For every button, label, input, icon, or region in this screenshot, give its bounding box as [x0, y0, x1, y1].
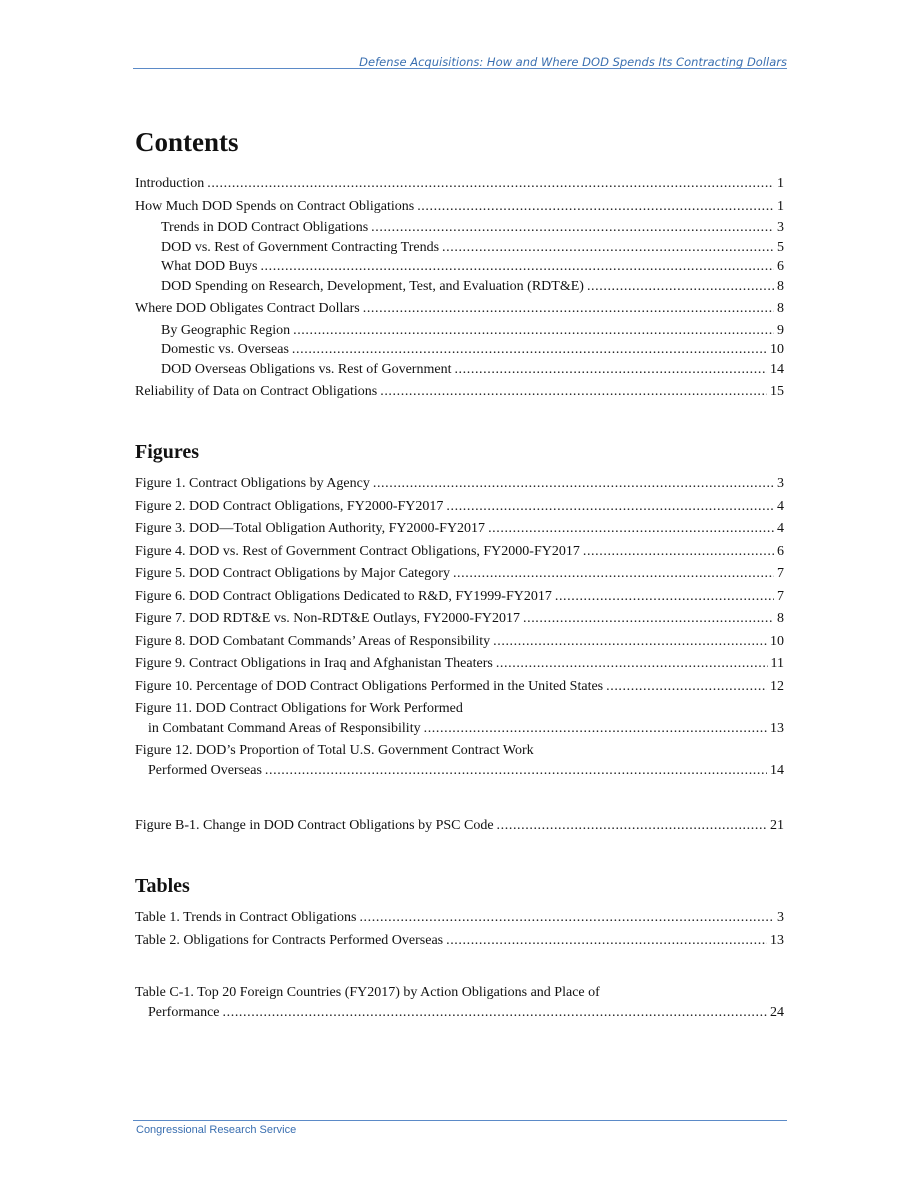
figure-entry[interactable]: Figure 4. DOD vs. Rest of Government Contract Obligations, FY2000-FY2017 ..... 6	[135, 542, 784, 562]
toc-entry[interactable]: Reliability of Data on Contract Obligations ..... 15	[135, 382, 784, 402]
toc-subentry[interactable]: DOD vs. Rest of Government Contracting Trends ..... 5	[135, 238, 784, 258]
footer-publisher: Congressional Research Service	[136, 1124, 297, 1136]
figure-entry[interactable]: Figure 10. Percentage of DOD Contract Obligations Performed in the United States ..... 12	[135, 677, 784, 697]
toc-subentry[interactable]: By Geographic Region ..... 9	[135, 321, 784, 341]
header-rule	[133, 68, 787, 69]
figure-entry-label: Figure 11. DOD Contract Obligations for Work Performed	[135, 701, 463, 716]
figure-entry[interactable]: Figure 9. Contract Obligations in Iraq and Afghanistan Theaters ..... 11	[135, 654, 784, 674]
toc-entry[interactable]: Where DOD Obligates Contract Dollars ..... 8	[135, 299, 784, 319]
contents-list	[135, 174, 784, 402]
figure-entry[interactable]: Figure 1. Contract Obligations by Agency ..... 3	[135, 474, 784, 494]
table-entry-label: Table C-1. Top 20 Foreign Countries (FY2017) by Action Obligations and Place of	[135, 985, 600, 1000]
figure-entry[interactable]: Figure 7. DOD RDT&E vs. Non-RDT&E Outlays, FY2000-FY2017 ..... 8	[135, 609, 784, 629]
footer-rule	[133, 1120, 787, 1121]
toc-subentry[interactable]: DOD Overseas Obligations vs. Rest of Government ..... 14	[135, 360, 784, 380]
toc-entry[interactable]: How Much DOD Spends on Contract Obligations ..... 1	[135, 197, 784, 217]
figure-entry-label: Figure 12. DOD’s Proportion of Total U.S. Government Contract Work	[135, 743, 534, 758]
figure-entry[interactable]: Figure 8. DOD Combatant Commands’ Areas of Responsibility ..... 10	[135, 632, 784, 652]
toc-subentry[interactable]: Trends in DOD Contract Obligations ..... 3	[135, 218, 784, 238]
figure-entry[interactable]: Figure 3. DOD—Total Obligation Authority, FY2000-FY2017 ..... 4	[135, 519, 784, 539]
toc-entry[interactable]: Introduction ..... 1	[135, 174, 784, 194]
table-entry[interactable]: Table C-1. Top 20 Foreign Countries (FY2017) by Action Obligations and Place of Performance ..... 24	[135, 983, 784, 1022]
tables-list	[135, 908, 784, 1022]
table-entry[interactable]: Table 1. Trends in Contract Obligations ..... 3	[135, 908, 784, 928]
table-entry[interactable]: Table 2. Obligations for Contracts Performed Overseas ..... 13	[135, 931, 784, 951]
figure-entry[interactable]: Figure 5. DOD Contract Obligations by Major Category ..... 7	[135, 564, 784, 584]
toc-subentry[interactable]: DOD Spending on Research, Development, Test, and Evaluation (RDT&E) ..... 8	[135, 277, 784, 297]
figure-entry[interactable]: Figure 2. DOD Contract Obligations, FY2000-FY2017 ..... 4	[135, 497, 784, 517]
figure-entry[interactable]: Figure 12. DOD’s Proportion of Total U.S. Government Contract Work Performed Overseas ..... 14	[135, 741, 784, 780]
figures-heading: Figures	[135, 441, 200, 463]
figure-entry[interactable]: Figure 11. DOD Contract Obligations for Work Performed in Combatant Command Areas of Responsibility ..... 13	[135, 699, 784, 738]
running-header-title: Defense Acquisitions: How and Where DOD Spends Its Contracting Dollars	[359, 55, 787, 69]
contents-heading: Contents	[135, 127, 239, 157]
figure-entry[interactable]: Figure B-1. Change in DOD Contract Obligations by PSC Code ..... 21	[135, 816, 784, 836]
figure-entry[interactable]: Figure 6. DOD Contract Obligations Dedicated to R&D, FY1999-FY2017 ..... 7	[135, 587, 784, 607]
figures-list	[135, 474, 784, 836]
toc-subentry[interactable]: What DOD Buys ..... 6	[135, 257, 784, 277]
tables-heading: Tables	[135, 875, 190, 897]
toc-subentry[interactable]: Domestic vs. Overseas ..... 10	[135, 340, 784, 360]
